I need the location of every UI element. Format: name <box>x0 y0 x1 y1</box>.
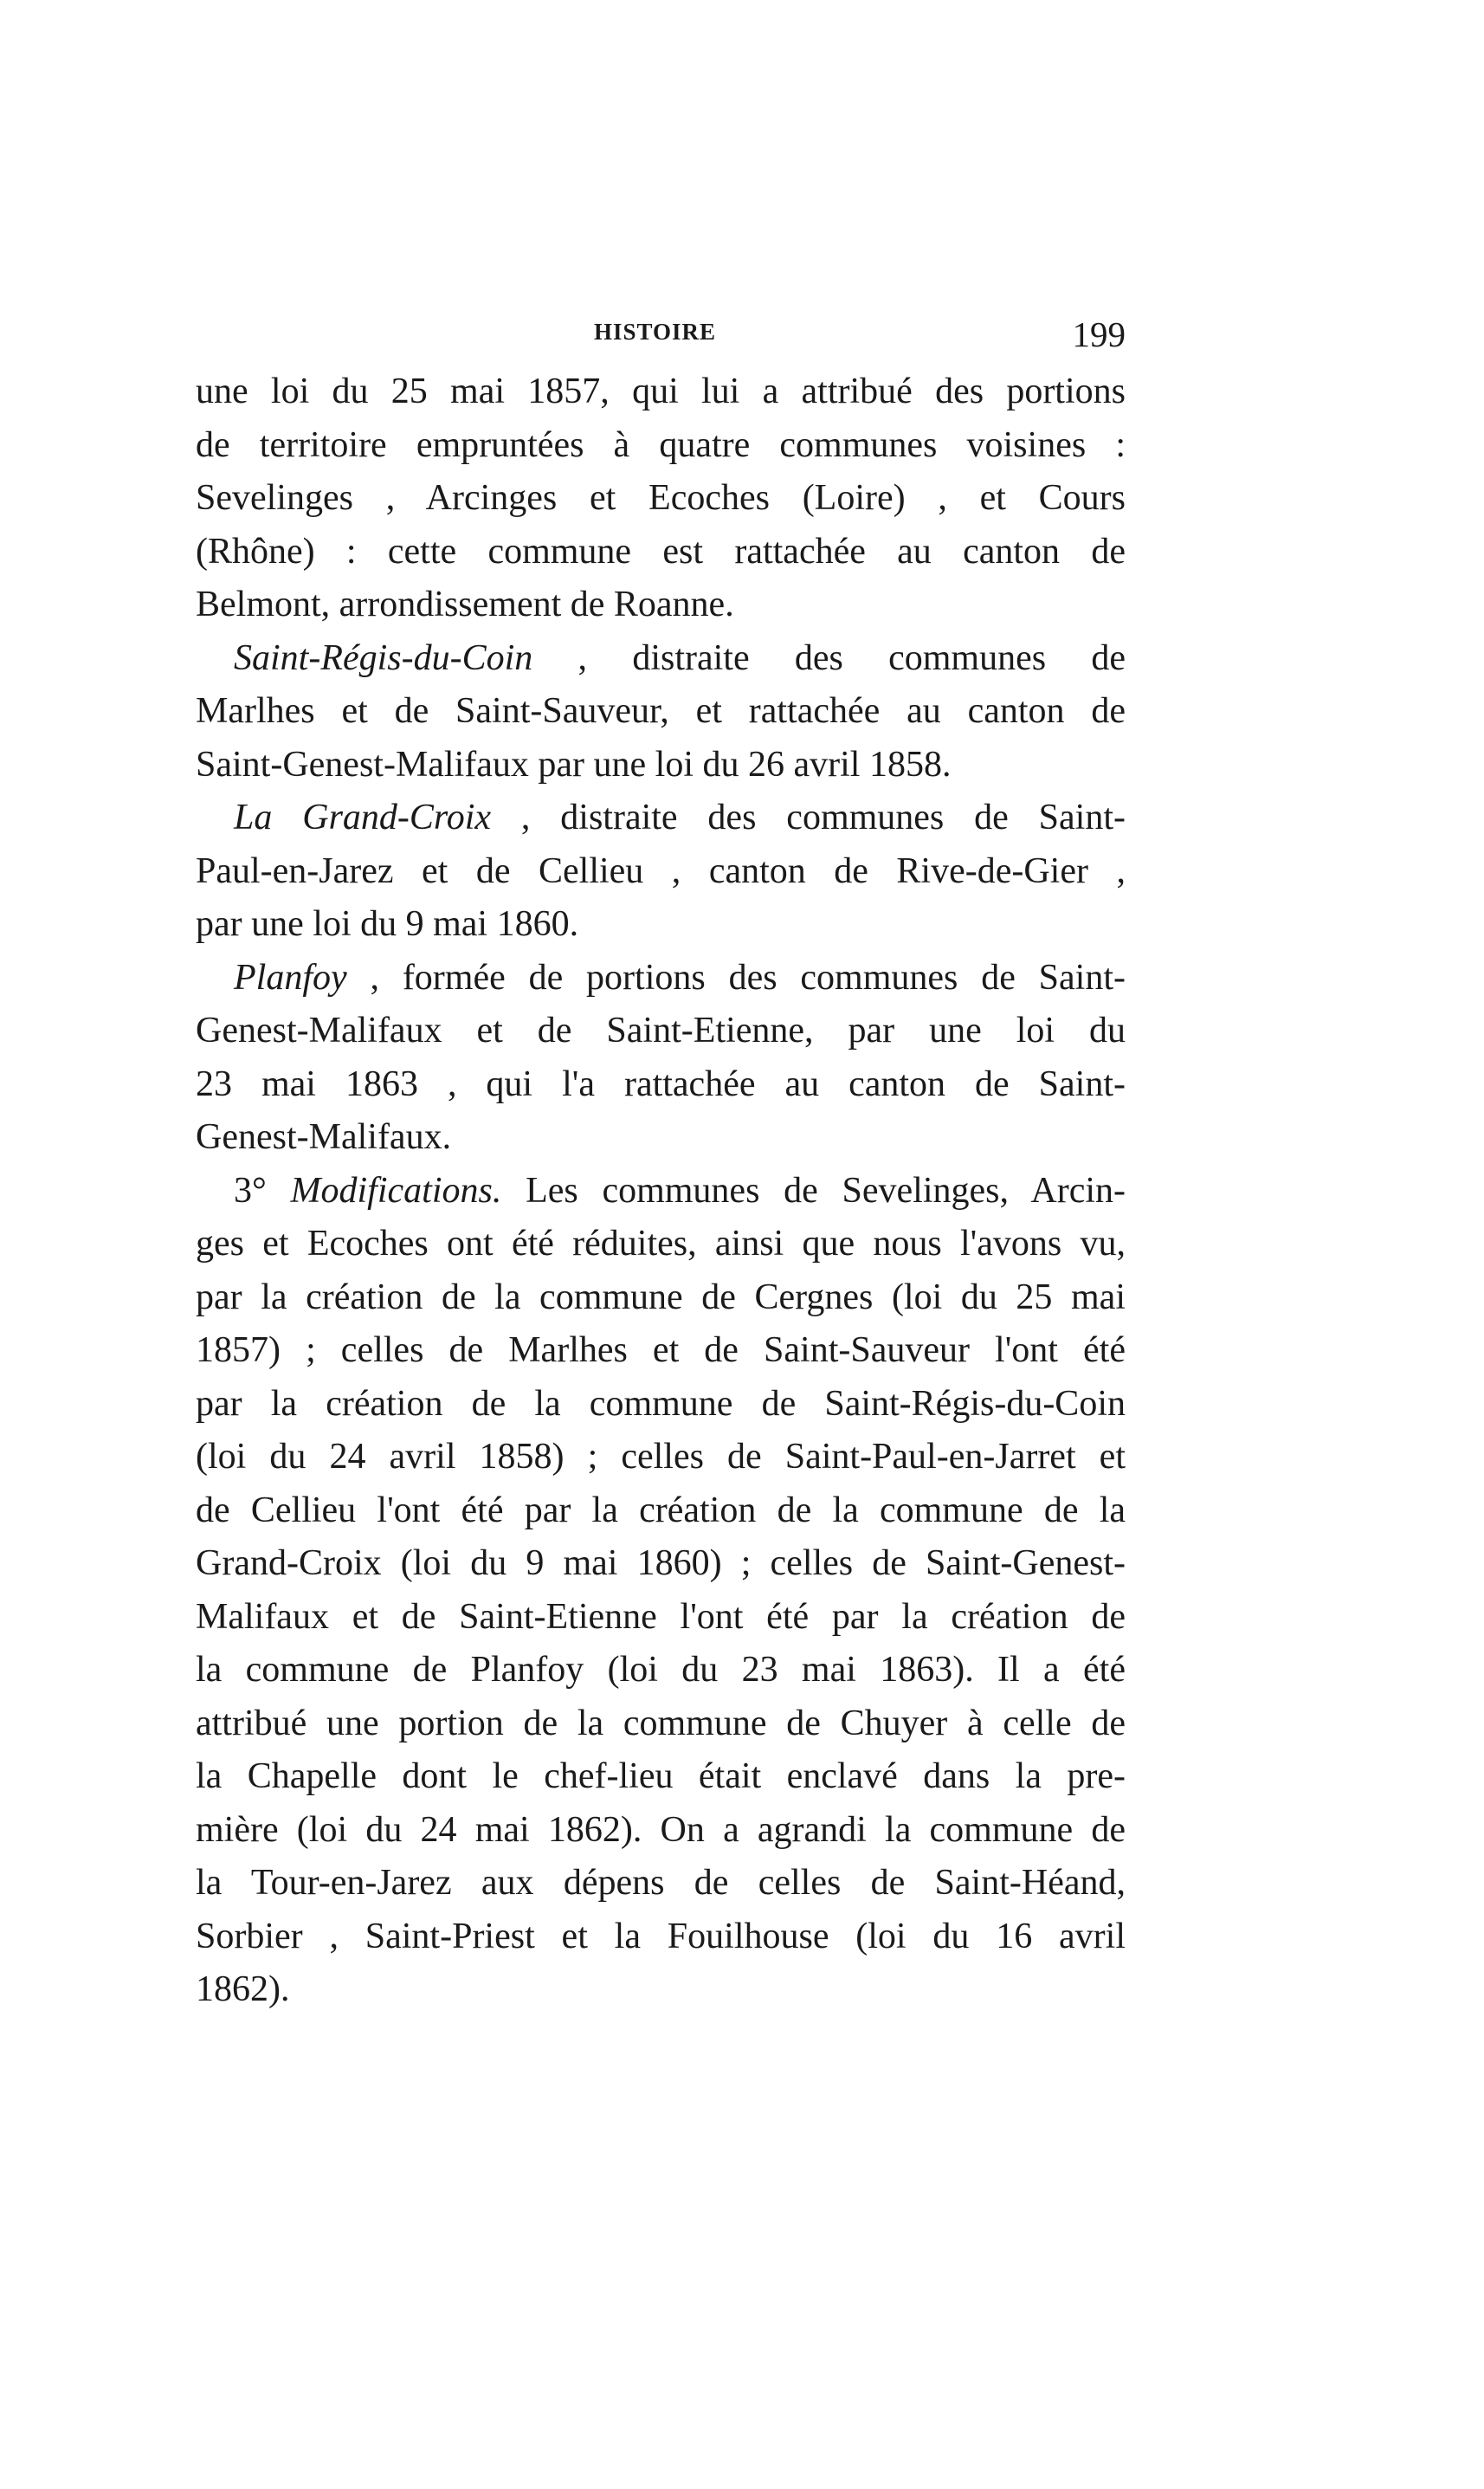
text-line: par la création de la commune de Saint-Régis-du-Coin <box>196 1383 1126 1424</box>
page-number: 199 <box>1072 314 1126 354</box>
text-line: Sevelinges , Arcinges et Ecoches (Loire) , et Cours <box>196 478 1126 518</box>
commune-name: Saint-Régis-du-Coin <box>234 637 533 678</box>
text-line: la Chapelle dont le chef-lieu était enclavé dans la pre- <box>196 1756 1126 1796</box>
text-line: 1862). <box>196 1969 290 2009</box>
text-line: par une loi du 9 mai 1860. <box>196 904 579 944</box>
text-line: Genest-Malifaux et de Saint-Etienne, par une loi du <box>196 1011 1126 1051</box>
section-heading: Modifications. <box>290 1170 502 1211</box>
text-line: Malifaux et de Saint-Etienne l'ont été par la création de <box>196 1596 1126 1637</box>
text-line: Saint-Genest-Malifaux par une loi du 26 avril 1858. <box>196 744 952 785</box>
text-line: (Rhône) : cette commune est rattachée au canton de <box>196 531 1126 572</box>
text-line: 23 mai 1863 , qui l'a rattachée au canton de Saint- <box>196 1063 1126 1104</box>
text-line: la Tour-en-Jarez aux dépens de celles de Saint-Héand, <box>196 1863 1126 1903</box>
text-line: de Cellieu l'ont été par la création de la commune de la <box>196 1490 1126 1530</box>
text-line: (loi du 24 avril 1858) ; celles de Saint-Paul-en-Jarret et <box>196 1437 1126 1477</box>
text-line: Belmont, arrondissement de Roanne. <box>196 585 734 624</box>
text-line: La Grand-Croix , distraite des communes de Saint- <box>234 798 1126 837</box>
commune-name: Planfoy <box>234 957 347 998</box>
text-line: Grand-Croix (loi du 9 mai 1860) ; celles de Saint-Genest- <box>196 1543 1126 1583</box>
text-line: Planfoy , formée de portions des communes de Saint- <box>234 957 1126 998</box>
text-line: la commune de Planfoy (loi du 23 mai 1863). Il a été <box>196 1650 1126 1690</box>
text-line: Marlhes et de Saint-Sauveur, et rattachée au canton de <box>196 691 1126 731</box>
text-line: Sorbier , Saint-Priest et la Fouilhouse (loi du 16 avril <box>196 1916 1126 1956</box>
text-line: 3° Modifications. Les communes de Sevelinges, Arcin- <box>234 1170 1126 1211</box>
text-line: attribué une portion de la commune de Chuyer à celle de <box>196 1703 1126 1743</box>
text-line: ges et Ecoches ont été réduites, ainsi que nous l'avons vu, <box>196 1224 1126 1264</box>
text-line: par la création de la commune de Cergnes (loi du 25 mai <box>196 1277 1126 1317</box>
text-line: mière (loi du 24 mai 1862). On a agrandi la commune de <box>196 1809 1126 1850</box>
commune-name: La Grand-Croix <box>234 798 492 837</box>
running-title: HISTOIRE <box>594 319 717 345</box>
text-line: 1857) ; celles de Marlhes et de Saint-Sauveur l'ont été <box>196 1330 1126 1370</box>
running-head <box>196 314 1126 360</box>
text-line: une loi du 25 mai 1857, qui lui a attribué des portions <box>196 372 1126 411</box>
text-line: de territoire empruntées à quatre communes voisines : <box>196 424 1126 465</box>
text-line: Paul-en-Jarez et de Cellieu , canton de Rive-de-Gier , <box>196 850 1126 891</box>
text-line: Genest-Malifaux. <box>196 1117 452 1157</box>
text-line: Saint-Régis-du-Coin , distraite des communes de <box>234 637 1126 678</box>
body-text <box>196 365 1126 2017</box>
